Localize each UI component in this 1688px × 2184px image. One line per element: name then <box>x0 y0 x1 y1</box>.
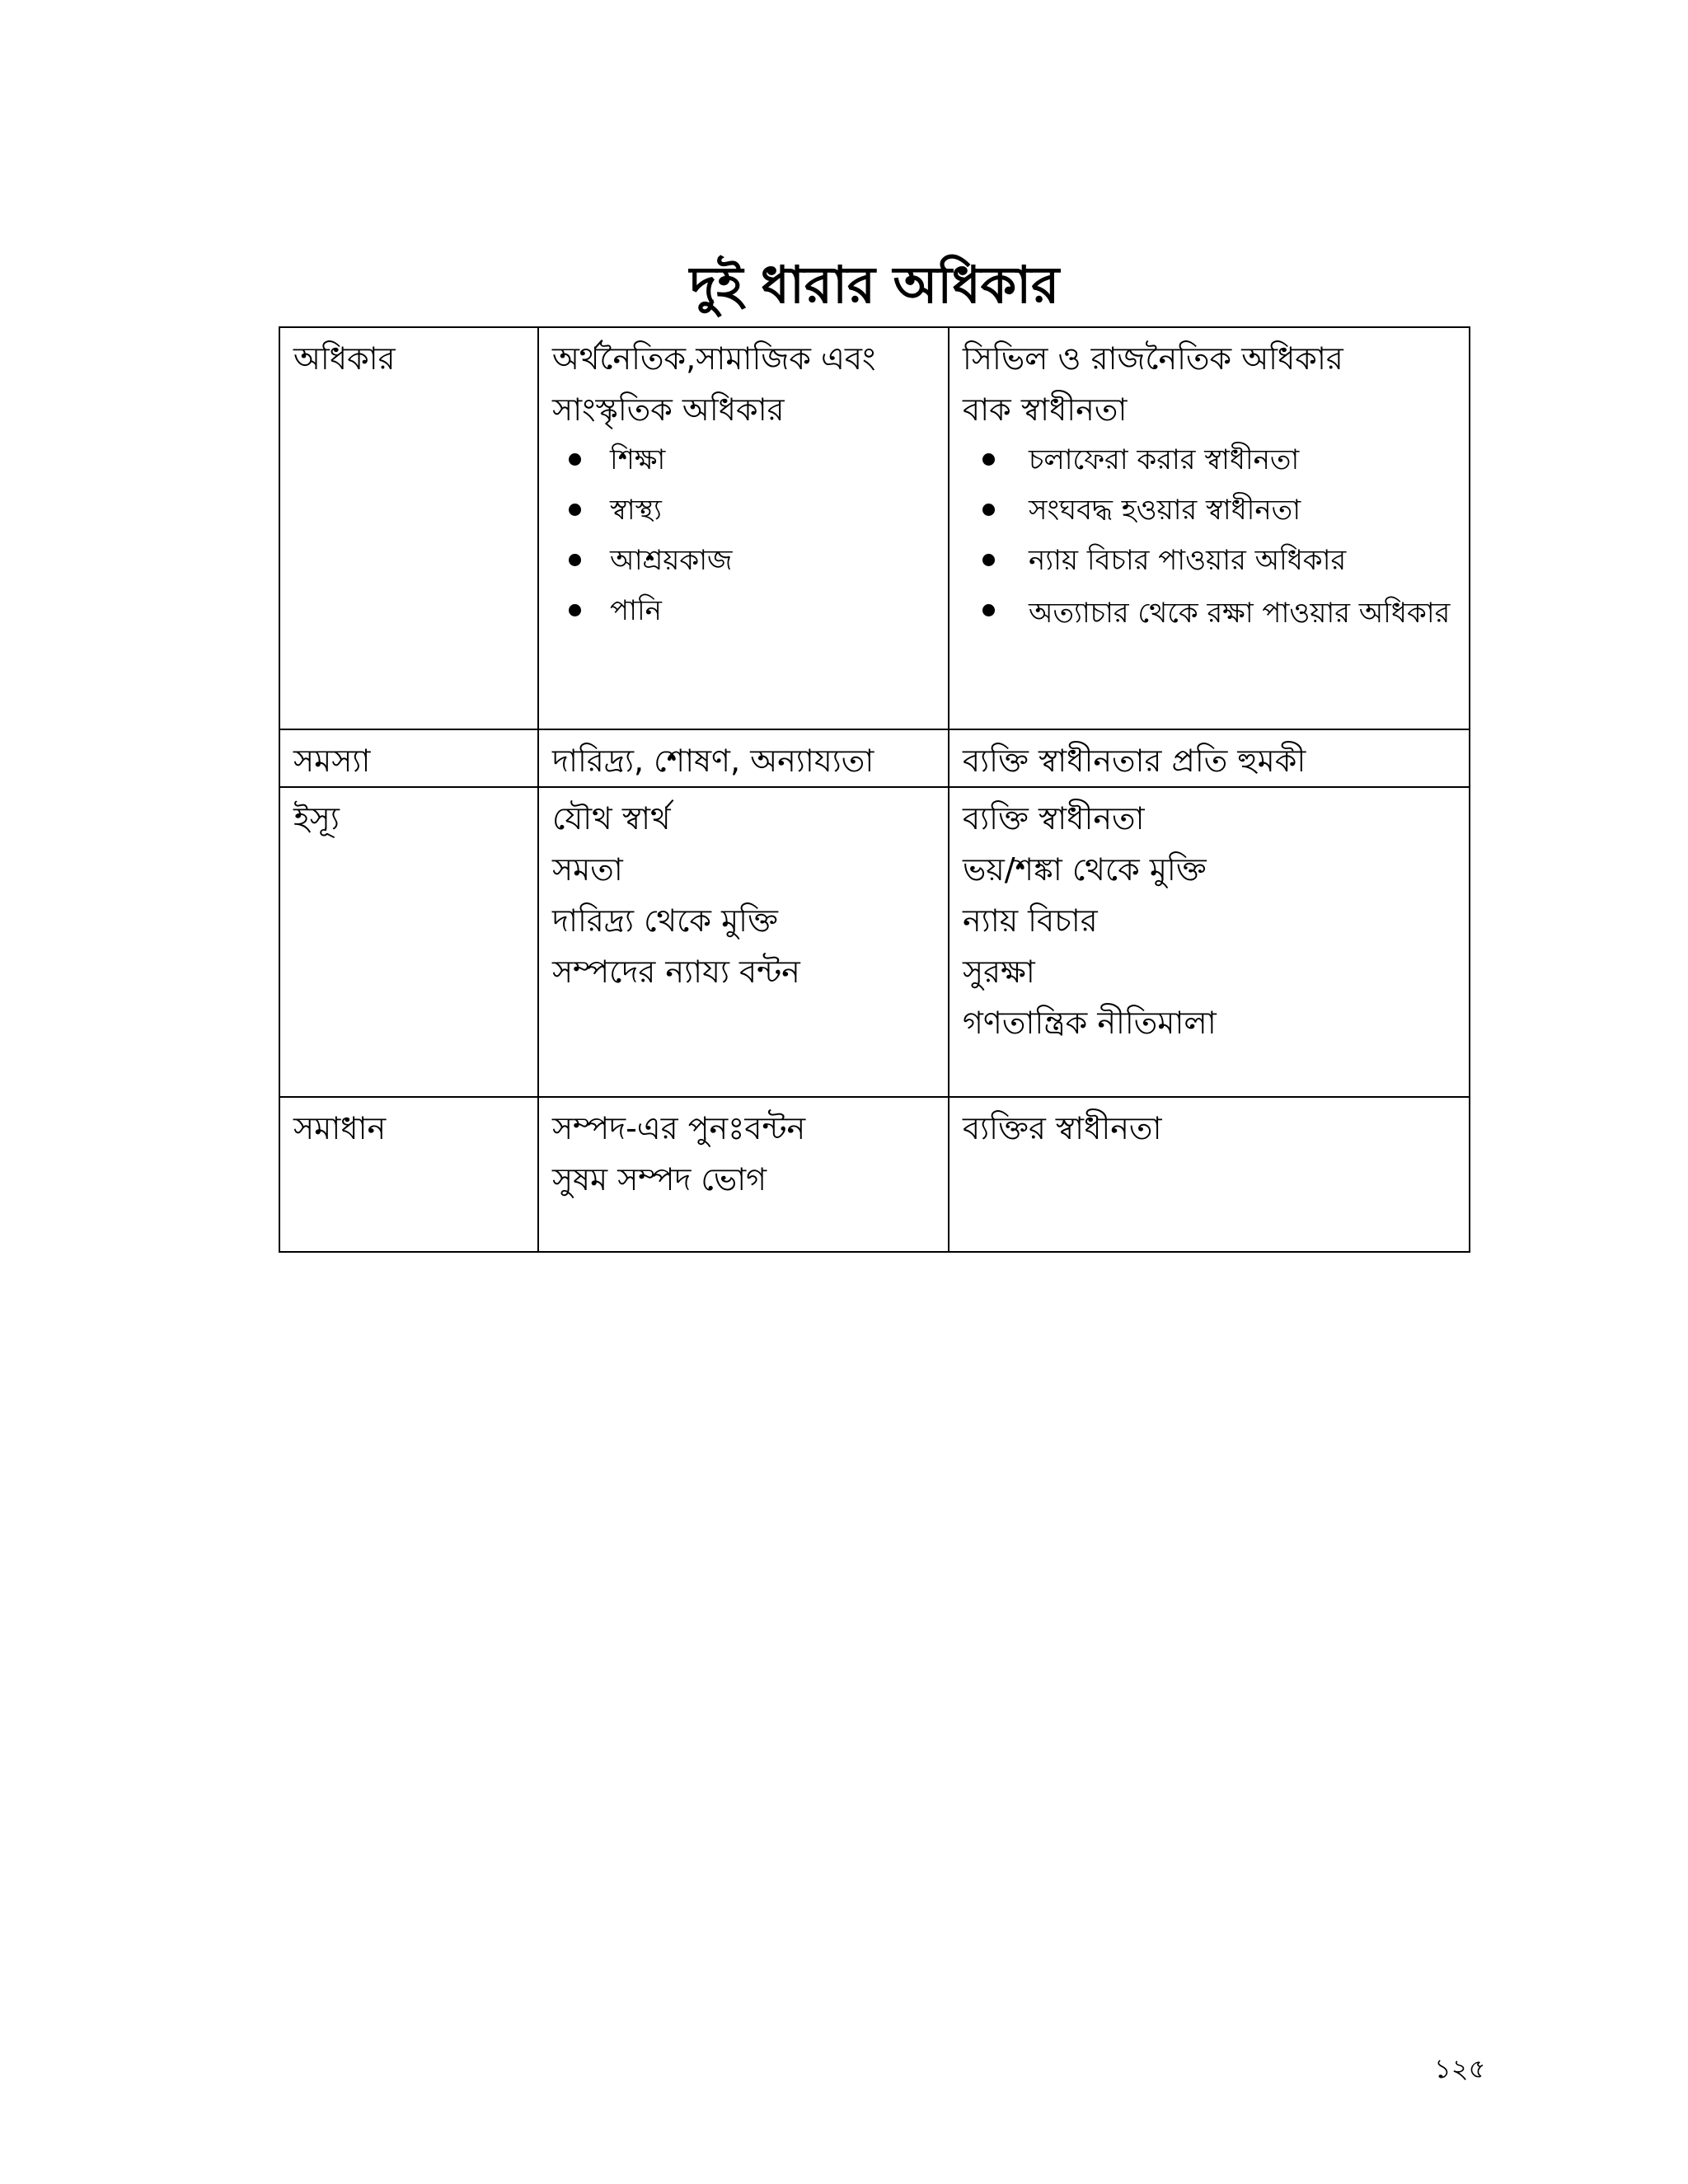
cell-text: সম্পদের ন্যায্য বন্টন <box>552 954 800 990</box>
cell-text: ব্যক্তি স্বাধীনতার প্রতি হুমকী <box>963 743 1306 779</box>
bullet-icon <box>569 604 581 616</box>
list-item <box>610 536 935 586</box>
table-row-problem <box>279 729 1470 787</box>
row-label-text: অধিকার <box>293 340 396 377</box>
row-label-solution <box>279 1097 538 1252</box>
bullet-icon <box>569 453 581 466</box>
list-item <box>610 435 935 485</box>
cell-heading-line: সিভিল ও রাজনৈতিক অধিকার <box>963 340 1343 377</box>
bullet-icon <box>982 504 995 516</box>
cell-issue-civil <box>949 787 1470 1097</box>
list-item-text: শিক্ষা <box>610 443 666 476</box>
cell-text: ন্যায় বিচার <box>963 902 1098 939</box>
cell-text: দারিদ্র্য থেকে মুক্তি <box>552 902 778 939</box>
table-row-solution <box>279 1097 1470 1252</box>
list-item <box>610 485 935 536</box>
list-item-text: পানি <box>610 594 662 627</box>
cell-text: সুরক্ষা <box>963 954 1035 990</box>
list-item-text: চলাফেরা করার স্বাধীনতা <box>1029 443 1300 476</box>
cell-heading-line: অর্থনৈতিক,সামাজিক এবং <box>552 340 876 377</box>
table-row-issue <box>279 787 1470 1097</box>
list-item-text: সংঘবদ্ধ হওয়ার স্বাধীনতা <box>1029 494 1301 527</box>
cell-text: দারিদ্র্য, শোষণ, অন্যায্যতা <box>552 743 874 779</box>
cell-issue-economic <box>538 787 949 1097</box>
row-label-rights <box>279 327 538 729</box>
table-row-rights <box>279 327 1470 729</box>
bullet-icon <box>982 604 995 616</box>
cell-text: যৌথ স্বার্থ <box>552 800 671 837</box>
cell-problem-economic <box>538 729 949 787</box>
cell-civil-political-rights <box>949 327 1470 729</box>
list-item <box>1029 485 1456 536</box>
row-label-issue <box>279 787 538 1097</box>
row-label-text: সমস্যা <box>293 743 371 779</box>
cell-text: ব্যক্তির স্বাধীনতা <box>963 1110 1162 1146</box>
list-item-text: ন্যায় বিচার পাওয়ার অধিকার <box>1029 544 1347 577</box>
bullet-icon <box>982 554 995 566</box>
cell-text: ভয়/শঙ্কা থেকে মুক্তি <box>963 851 1207 888</box>
row-label-text: সমাধান <box>293 1110 387 1146</box>
bullet-icon <box>569 504 581 516</box>
page-title: দুই ধারার অধিকার <box>689 255 1060 315</box>
rights-comparison-table <box>279 326 1470 1253</box>
list-item <box>1029 435 1456 485</box>
economic-rights-list <box>552 435 935 636</box>
cell-economic-social-cultural-rights <box>538 327 949 729</box>
cell-text: গণতান্ত্রিক নীতিমালা <box>963 1005 1217 1041</box>
cell-heading-line: সাংস্কৃতিক অধিকার <box>552 391 785 428</box>
bullet-icon <box>982 453 995 466</box>
cell-solution-economic <box>538 1097 949 1252</box>
list-item-text: অত্যাচার থেকে রক্ষা পাওয়ার অধিকার <box>1029 597 1451 630</box>
list-item <box>610 586 935 636</box>
cell-text: সমতা <box>552 851 623 888</box>
row-label-problem <box>279 729 538 787</box>
cell-solution-civil <box>949 1097 1470 1252</box>
cell-problem-civil <box>949 729 1470 787</box>
cell-heading-line: বাক স্বাধীনতা <box>963 391 1128 428</box>
cell-text: সুষম সম্পদ ভোগ <box>552 1161 767 1197</box>
row-label-text: ইস্যূ <box>293 800 340 837</box>
bullet-icon <box>569 554 581 566</box>
civil-rights-list <box>963 435 1456 635</box>
cell-text: সম্পদ-এর পুনঃবন্টন <box>552 1110 806 1146</box>
page-number: ১২৫ <box>1434 2053 1486 2084</box>
list-item <box>1029 586 1456 635</box>
list-item-text: আশ্রয়কাজ <box>610 544 733 577</box>
cell-text: ব্যক্তি স্বাধীনতা <box>963 800 1145 837</box>
list-item-text: স্বাস্থ্য <box>610 494 662 527</box>
list-item <box>1029 536 1456 586</box>
